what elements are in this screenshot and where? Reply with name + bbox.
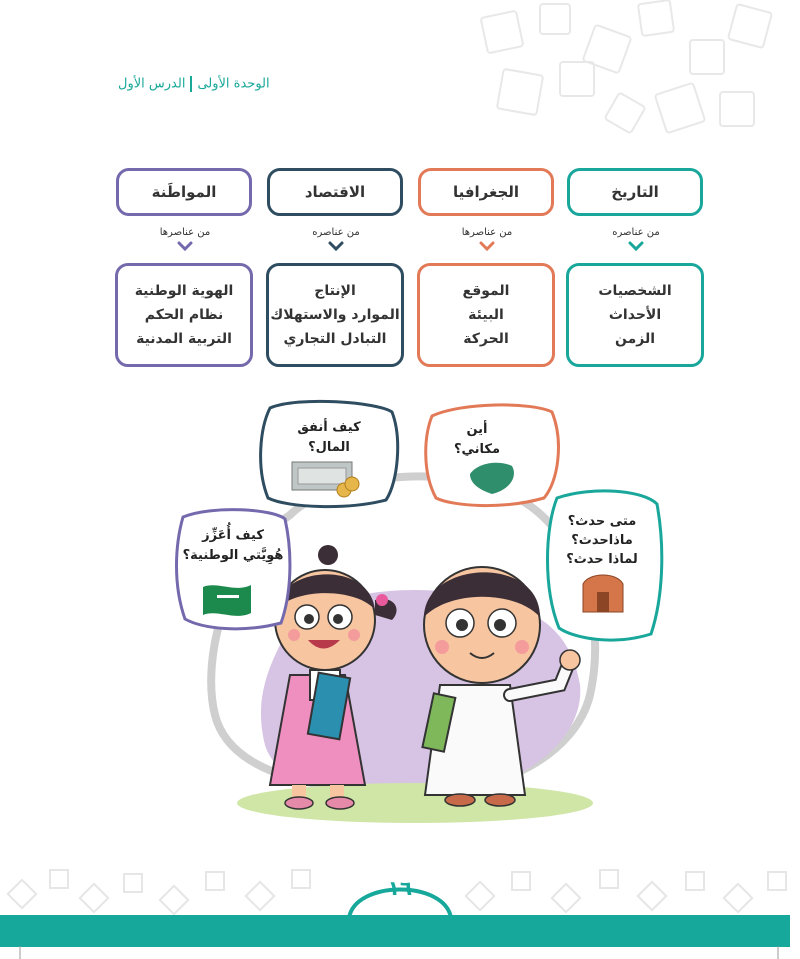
element-item: التربية المدنية (136, 331, 232, 347)
bubble-line: ماذاحدث؟ (571, 533, 633, 548)
element-item: الموقع (462, 283, 510, 299)
concept-subtitle-citizenship: من عناصرها (159, 227, 211, 238)
element-item: الإنتاج (314, 283, 356, 299)
chevron-down-icon (479, 240, 495, 252)
bubble-text-economy (270, 418, 388, 458)
concept-elements-history (566, 263, 704, 367)
concept-elements-economy (266, 263, 404, 367)
chevron-down-icon (628, 240, 644, 252)
element-item: الزمن (614, 331, 656, 347)
concept-title-economy: الاقتصاد (267, 168, 403, 216)
element-item: نظام الحكم (144, 307, 224, 323)
bubble-text-history (556, 512, 648, 569)
chevron-down-icon (177, 240, 193, 252)
bubble-line: متى حدث؟ (567, 514, 637, 529)
bubble-line: كيف أنفق (297, 420, 361, 435)
element-item: الأحداث (608, 307, 662, 323)
page-number: ١٦ (387, 876, 413, 900)
bubble-line: هُوِيَّتي الوطنية؟ (182, 548, 284, 563)
unit-title: الوحدة الأولى (197, 76, 270, 92)
concept-elements-geography (417, 263, 555, 367)
bubble-line: كيف أُعَزِّز (202, 528, 264, 543)
bubble-line: أين (466, 422, 488, 437)
crop-mark (0, 946, 800, 959)
page-header (118, 76, 270, 92)
concept-title-geography: الجغرافيا (418, 168, 554, 216)
concept-subtitle-geography: من عناصرها (461, 227, 513, 238)
concept-title-history: التاريخ (567, 168, 703, 216)
bubble-text-geography (432, 420, 522, 460)
footer-bar (0, 915, 790, 947)
concept-subtitle-economy: من عناصره (312, 227, 360, 238)
element-item: البيئة (468, 307, 504, 323)
bubble-line: لماذا حدث؟ (566, 552, 638, 567)
lesson-title: الدرس الأول (118, 76, 186, 92)
bubble-text-citizenship (180, 526, 286, 566)
concept-subtitle-history: من عناصره (612, 227, 660, 238)
element-item: الشخصيات (598, 283, 672, 299)
decorative-pattern-top (470, 0, 800, 150)
concept-elements-citizenship (115, 263, 253, 367)
header-divider (190, 76, 192, 92)
element-item: الحركة (463, 331, 509, 347)
concept-title-citizenship: المواطَنة (116, 168, 252, 216)
chevron-down-icon (328, 240, 344, 252)
bubble-line: مكاني؟ (453, 442, 501, 457)
element-item: التبادل التجاري (283, 331, 387, 347)
element-item: الهوية الوطنية (134, 283, 234, 299)
element-item: الموارد والاستهلاك (270, 307, 400, 323)
bubble-line: المال؟ (308, 440, 350, 455)
bubble-citizenship (173, 505, 293, 633)
saudi-flag-icon (203, 585, 251, 616)
